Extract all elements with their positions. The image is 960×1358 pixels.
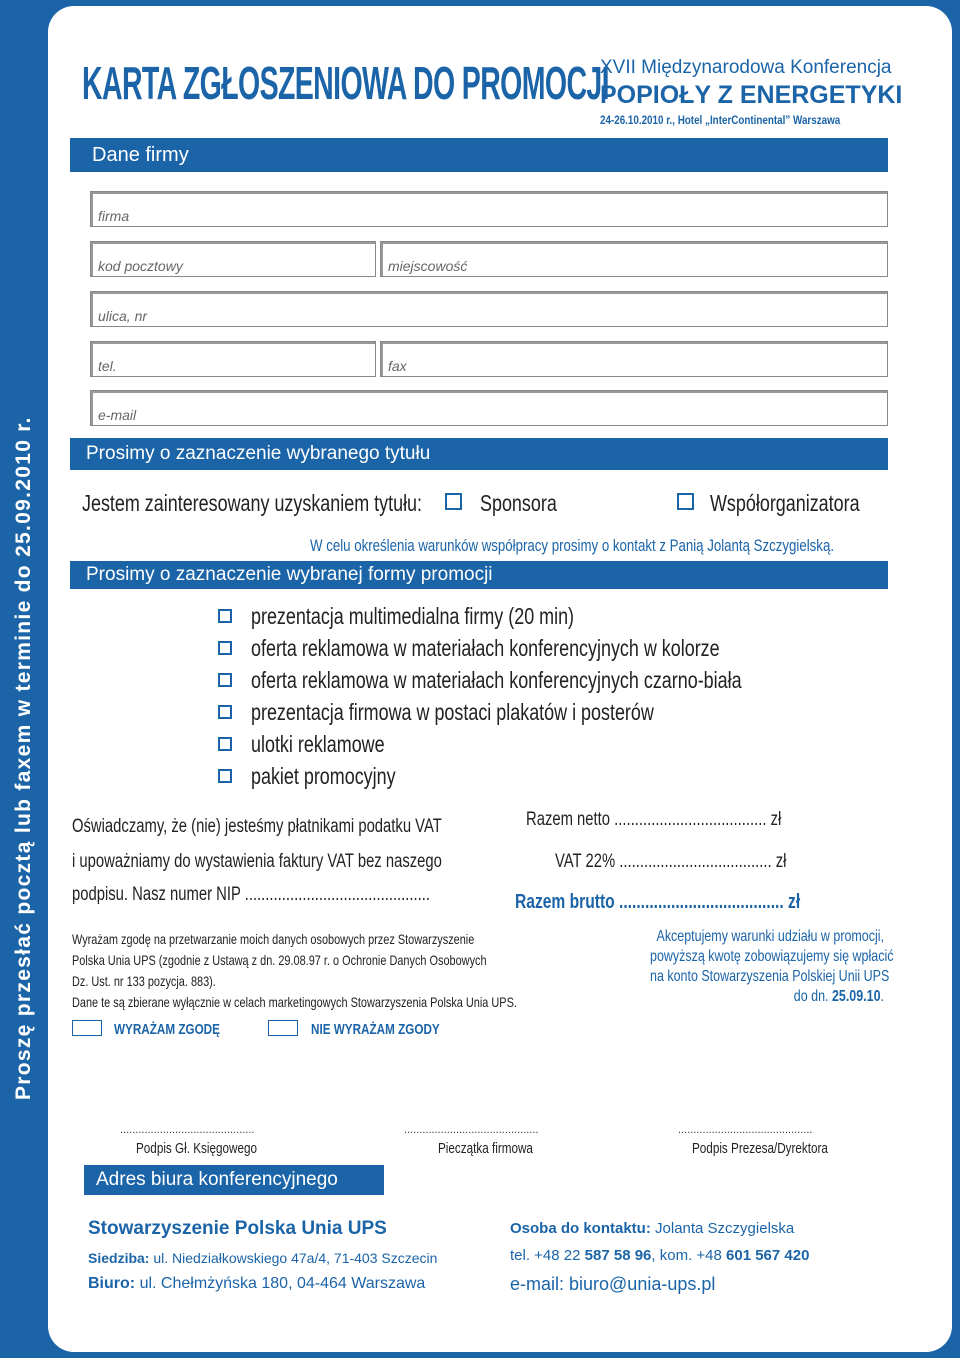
office-branch-label: Biuro: [88, 1275, 136, 1292]
title-question: Jestem zainteresowany uzyskaniem tytułu: [82, 490, 423, 516]
consent-line4: Dane te są zbierane wyłącznie w celach marketingowych Stowarzyszenia Polska Unia UPS. [72, 994, 517, 1010]
sponsor-checkbox[interactable] [445, 493, 462, 510]
mobile-number: 601 567 420 [726, 1247, 810, 1264]
vat-amount: VAT 22% ..................................... zł [555, 851, 787, 872]
accept-deadline-date: 25.09.10 [831, 988, 881, 1005]
firma-field[interactable] [90, 191, 888, 227]
conference-name: POPIOŁY Z ENERGETYKI [600, 81, 903, 109]
promo-checkbox-4[interactable] [218, 705, 232, 719]
signature-line-2: ............................................ [404, 1124, 539, 1136]
accept-line2: powyższą kwotę zobowiązujemy się wpłacić [650, 948, 894, 965]
form-page [48, 6, 952, 1352]
consent-line3: Dz. Ust. nr 133 pozycja. 883). [72, 973, 216, 989]
city-label: miejscowość [388, 258, 468, 274]
promo-checkbox-6[interactable] [218, 769, 232, 783]
consent-line2: Polska Unia UPS (zgodnie z Ustawą z dn. 29.08.97 r. o Ochronie Danych Osobowych [72, 952, 487, 968]
accept-deadline-suffix: . [880, 988, 884, 1005]
accept-line4 [650, 988, 884, 1008]
net-total: Razem netto ..................................... zł [526, 809, 782, 830]
email-label: e-mail [98, 407, 137, 423]
promo-item-6: pakiet promocyjny [251, 763, 396, 789]
postal-code-label: kod pocztowy [98, 258, 183, 274]
office-seat-address: ul. Niedziałkowskiego 47a/4, 71-403 Szczecin [153, 1250, 438, 1266]
phone-field[interactable] [90, 341, 376, 377]
section-company-heading: Dane firmy [70, 138, 888, 172]
accept-deadline-prefix: do dn. [793, 988, 829, 1005]
phone-label: tel. [98, 358, 117, 374]
street-field[interactable] [90, 291, 888, 327]
vat-statement-line2: i upoważniamy do wystawienia faktury VAT bez naszego [72, 851, 442, 872]
contact-note: W celu określenia warunków współpracy prosimy o kontakt z Panią Jolantą Szczygielską. [310, 536, 835, 555]
promo-item-1: prezentacja multimedialna firmy (20 min) [251, 603, 575, 629]
co-organizer-label: Współorganizatora [710, 490, 860, 516]
contact-email[interactable]: e-mail: biuro@unia-ups.pl [510, 1274, 716, 1294]
office-heading: Adres biura konferencyjnego [84, 1165, 384, 1195]
nip-line: podpisu. Nasz numer NIP ............................................. [72, 884, 430, 905]
form-title: KARTA ZGŁOSZENIOWA DO PROMOCJI [82, 57, 609, 109]
contact-person [510, 1220, 794, 1237]
section-title-heading: Prosimy o zaznaczenie wybranego tytułu [70, 438, 888, 470]
office-org-name: Stowarzyszenie Polska Unia UPS [88, 1218, 387, 1239]
conference-date-venue: 24-26.10.2010 r., Hotel „InterContinental” Warszawa [600, 113, 841, 127]
postal-code-field[interactable] [90, 241, 376, 277]
promo-item-4: prezentacja firmowa w postaci plakatów i posterów [251, 699, 654, 725]
city-field[interactable] [380, 241, 888, 277]
fax-field[interactable] [380, 341, 888, 377]
phone-prefix: tel. +48 22 [510, 1247, 581, 1264]
co-organizer-checkbox[interactable] [677, 493, 694, 510]
office-seat-label: Siedziba: [88, 1250, 150, 1266]
mobile-prefix: , kom. +48 [651, 1247, 722, 1264]
firma-label: firma [98, 208, 130, 224]
street-label: ulica, nr [98, 308, 148, 324]
office-branch [88, 1275, 425, 1293]
signature-label-director: Podpis Prezesa/Dyrektora [692, 1140, 828, 1157]
section-promo-heading: Prosimy o zaznaczenie wybranej formy promocji [70, 561, 888, 589]
phone-number: 587 58 96 [584, 1247, 652, 1264]
promo-checkbox-3[interactable] [218, 673, 232, 687]
accept-block [584, 928, 894, 1008]
side-deadline-text: Proszę przesłać pocztą lub faxem w terminie do 25.09.2010 r. [12, 416, 35, 1100]
agree-checkbox[interactable] [72, 1020, 102, 1036]
promo-item-3: oferta reklamowa w materiałach konferencyjnych czarno-biała [251, 667, 742, 693]
gross-total: Razem brutto ...................................... zł [515, 891, 801, 913]
signature-line-3: ............................................ [678, 1124, 813, 1136]
contact-phone [510, 1247, 809, 1264]
office-seat [88, 1250, 437, 1266]
signature-label-stamp: Pieczątka firmowa [438, 1140, 533, 1157]
promo-checkbox-1[interactable] [218, 609, 232, 623]
conference-line1: XVII Międzynarodowa Konferencja [600, 57, 892, 78]
signature-label-accountant: Podpis Gł. Księgowego [136, 1140, 257, 1157]
promo-checkbox-2[interactable] [218, 641, 232, 655]
agree-label: WYRAŻAM ZGODĘ [114, 1021, 220, 1038]
accept-line3: na konto Stowarzyszenia Polskiej Unii UPS [650, 968, 890, 985]
promo-checkbox-5[interactable] [218, 737, 232, 751]
promo-item-2: oferta reklamowa w materiałach konferencyjnych w kolorze [251, 635, 720, 661]
contact-label: Osoba do kontaktu: [510, 1220, 651, 1237]
signature-line-1: ............................................ [120, 1124, 255, 1136]
contact-name: Jolanta Szczygielska [655, 1220, 795, 1237]
promo-item-5: ulotki reklamowe [251, 731, 385, 757]
office-branch-address: ul. Chełmżyńska 180, 04-464 Warszawa [139, 1275, 426, 1292]
vat-statement-line1: Oświadczamy, że (nie) jesteśmy płatnikami podatku VAT [72, 816, 442, 837]
fax-label: fax [388, 358, 407, 374]
sponsor-label: Sponsora [480, 490, 557, 516]
promo-list [218, 603, 838, 793]
email-field[interactable] [90, 390, 888, 426]
disagree-checkbox[interactable] [268, 1020, 298, 1036]
consent-line1: Wyrażam zgodę na przetwarzanie moich danych osobowych przez Stowarzyszenie [72, 931, 475, 947]
disagree-label: NIE WYRAŻAM ZGODY [311, 1021, 440, 1038]
accept-line1: Akceptujemy warunki udziału w promocji, [656, 928, 884, 945]
